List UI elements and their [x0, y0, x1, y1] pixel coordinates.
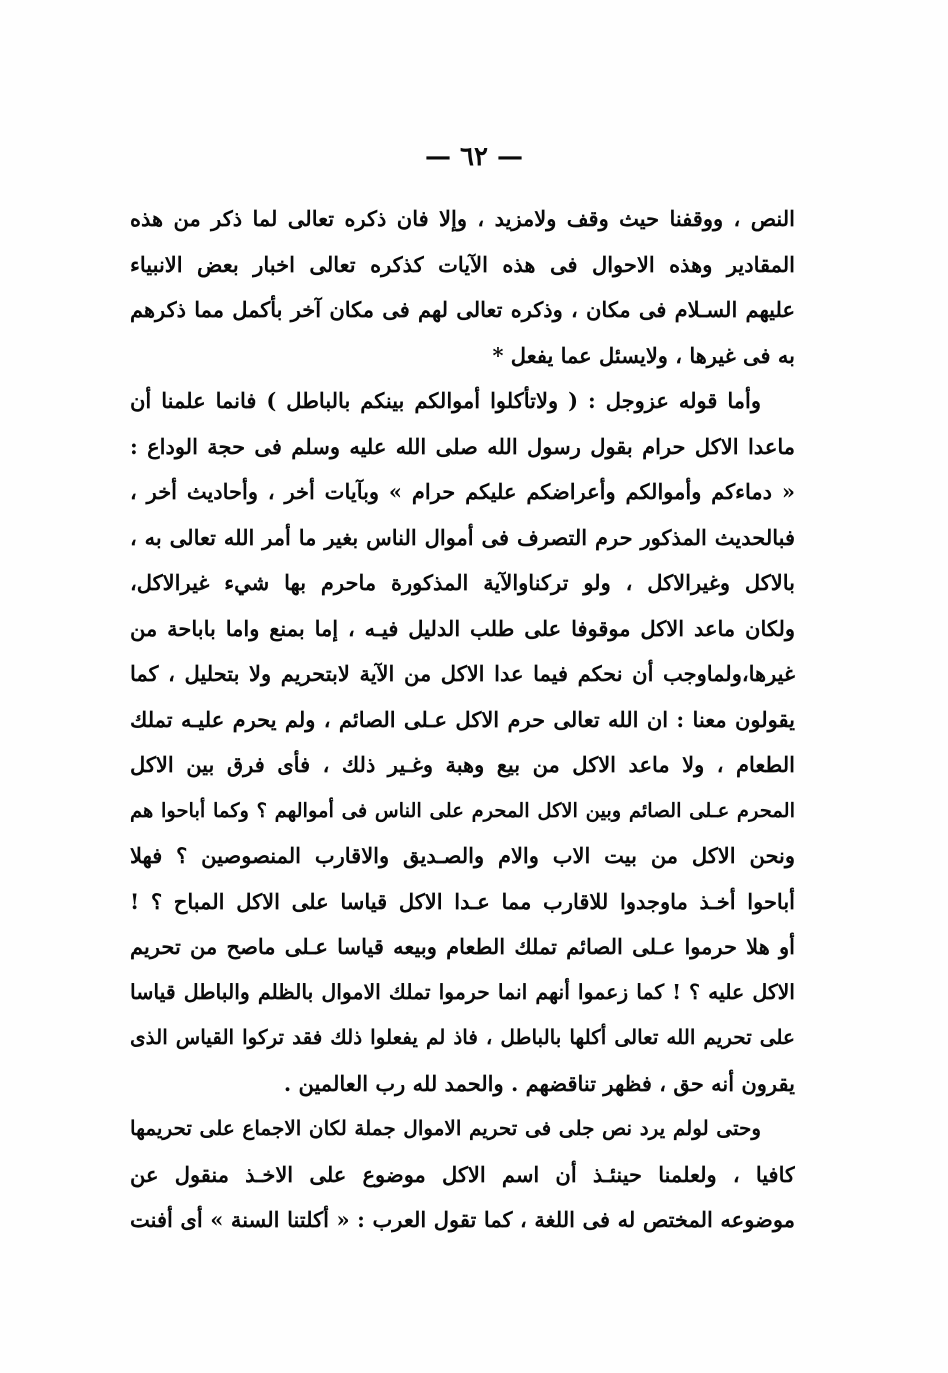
- text-line: الاكل عليه ؟ ! كما زعموا أنهم انما حرموا تملك الاموال بالظلم والباطل قياسا: [130, 979, 795, 1004]
- text-line: يقولون معنا : ان الله تعالى حرم الاكل عـلى الصائم ، ولم يحرم عليـه تملك: [130, 706, 795, 732]
- page-number: — ٦٢ —: [424, 142, 524, 172]
- body-text: [130, 196, 795, 1243]
- text-line: وحتى لولم يرد نص جلى فى تحريم الاموال جملة لكان الاجماع على تحريمها: [130, 1116, 761, 1140]
- text-line: ولكان ماعد الاكل موقوفا على طلب الدليل فيـه ، إما بمنع واما باباحة من: [130, 615, 795, 641]
- text-line: الطعام ، ولا ماعد الاكل من بيع وهبة وغـير ذلك ، فأى فرق بين الاكل: [130, 752, 795, 777]
- text-line: بالاكل وغيرالاكل ، ولو تركناوالآية المذكورة ماحرم بها شيء غيرالاكل،: [130, 570, 795, 595]
- text-line: أو هلا حرموا عـلى الصائم تملك الطعام وبيعه قياسا عـلى ماصح من تحريم: [130, 934, 795, 959]
- text-line: به فى غيرها ، ولايسئل عما يفعل *: [492, 342, 795, 368]
- text-line: النص ، ووقفنا حيث وقف ولامزيد ، وإلا فان ذكره تعالى لما ذكر من هذه: [130, 206, 795, 231]
- text-line: موضوعه المختص له فى اللغة ، كما تقول العرب : « أكلتنا السنة » أى أفنت: [130, 1207, 795, 1232]
- text-line: ماعدا الاكل حرام بقول رسول الله صلى الله عليه وسلم فى حجة الوداع :: [130, 433, 795, 459]
- text-line: المحرم عـلى الصائم وبين الاكل المحرم على الناس فى أموالهم ؟ وكما أباحوا هم: [130, 798, 795, 822]
- text-line: أباحوا أخـذ ماوجدوا للاقارب مما عـدا الاكل قياسا على الاكل المباح ؟ !: [130, 888, 795, 914]
- text-line: على تحريم الله تعالى أكلها بالباطل ، فاذ لم يفعلوا ذلك فقد تركوا القياس الذى: [130, 1025, 795, 1049]
- text-line: فبالحديث المذكور حرم التصرف فى أموال الناس بغير ما أمر الله تعالى به ،: [130, 524, 795, 550]
- text-line: كافيا ، ولعلمنا حينئـذ أن اسم الاكل موضوع على الاخـذ منقول عن: [130, 1161, 795, 1187]
- text-line: يقرون أنه حق ، فظهر تناقضهم . والحمد لله رب العالمين .: [283, 1070, 795, 1096]
- text-line: غيرها،ولماوجب أن نحكم فيما عدا الاكل من الآية لابتحريم ولا بتحليل ، كما: [130, 661, 795, 686]
- text-line: عليهم السـلام فى مكان ، وذكره تعالى لهم فى مكان آخر بأكمل مما ذكرهم: [130, 297, 795, 322]
- text-line: « دماءكم وأموالكم وأعراضكم عليكم حرام » وبآيات أخر ، وأحاديث أخر ،: [130, 479, 795, 504]
- text-line: ونحن الاكل من بيت الاب والام والصـديق والاقارب المنصوصين ؟ فهلا: [130, 843, 795, 868]
- text-line: المقادير وهذه الاحوال فى هذه الآيات كذكره تعالى اخبار بعض الانبياء: [130, 251, 795, 277]
- text-line: وأما قوله عزوجل : ( ولاتأكلوا أموالكم بينكم بالباطل ) فانما علمنا أن: [130, 388, 761, 413]
